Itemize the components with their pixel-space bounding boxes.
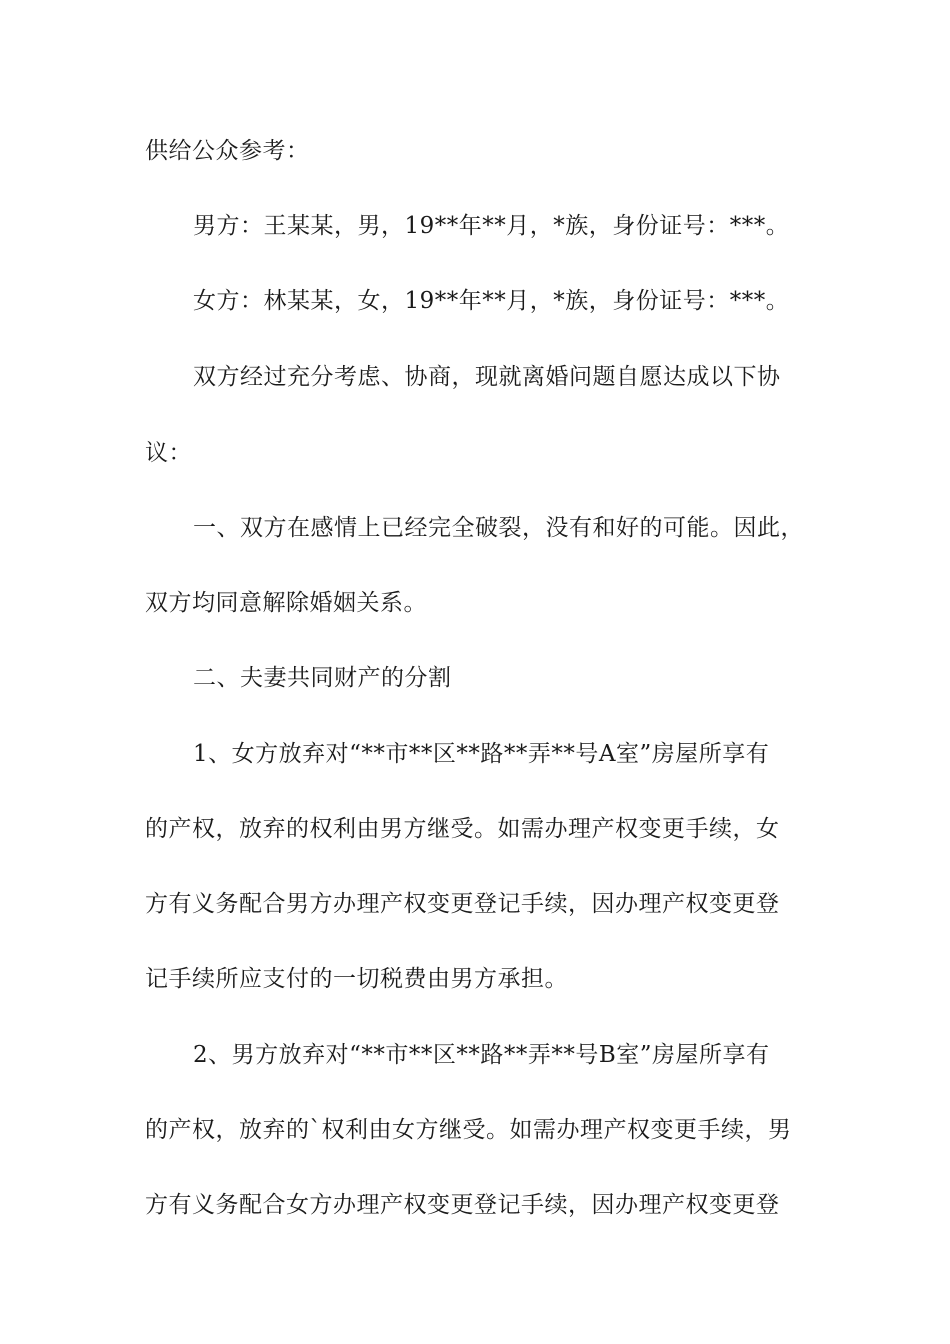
- paragraph-line-item2-3: 方有义务配合女方办理产权变更登记手续，因办理产权变更登: [145, 1192, 780, 1218]
- paragraph-line-female-party: 女方：林某某，女，19**年**月，*族，身份证号：***。: [193, 288, 790, 314]
- paragraph-line-intro: 供给公众参考：: [145, 138, 310, 164]
- paragraph-line-agreement-2: 议：: [145, 440, 192, 466]
- paragraph-line-clause1-1: 一、双方在感情上已经完全破裂，没有和好的可能。因此，: [193, 515, 804, 541]
- paragraph-line-item2-2: 的产权，放弃的`权利由女方继受。如需办理产权变更手续，男: [145, 1117, 792, 1143]
- paragraph-line-item1-3: 方有义务配合男方办理产权变更登记手续，因办理产权变更登: [145, 891, 780, 917]
- paragraph-line-item1-1: 1、女方放弃对“**市**区**路**弄**号A室”房屋所享有: [193, 741, 770, 767]
- paragraph-line-item1-4: 记手续所应支付的一切税费由男方承担。: [145, 966, 568, 992]
- paragraph-line-item1-2: 的产权，放弃的权利由男方继受。如需办理产权变更手续，女: [145, 816, 780, 842]
- paragraph-line-clause1-2: 双方均同意解除婚姻关系。: [145, 590, 427, 616]
- paragraph-line-male-party: 男方：王某某，男，19**年**月，*族，身份证号：***。: [193, 213, 790, 239]
- paragraph-line-agreement-1: 双方经过充分考虑、协商，现就离婚问题自愿达成以下协: [193, 364, 781, 390]
- section-heading-property: 二、夫妻共同财产的分割: [193, 665, 452, 691]
- paragraph-line-item2-1: 2、男方放弃对“**市**区**路**弄**号B室”房屋所享有: [193, 1042, 770, 1068]
